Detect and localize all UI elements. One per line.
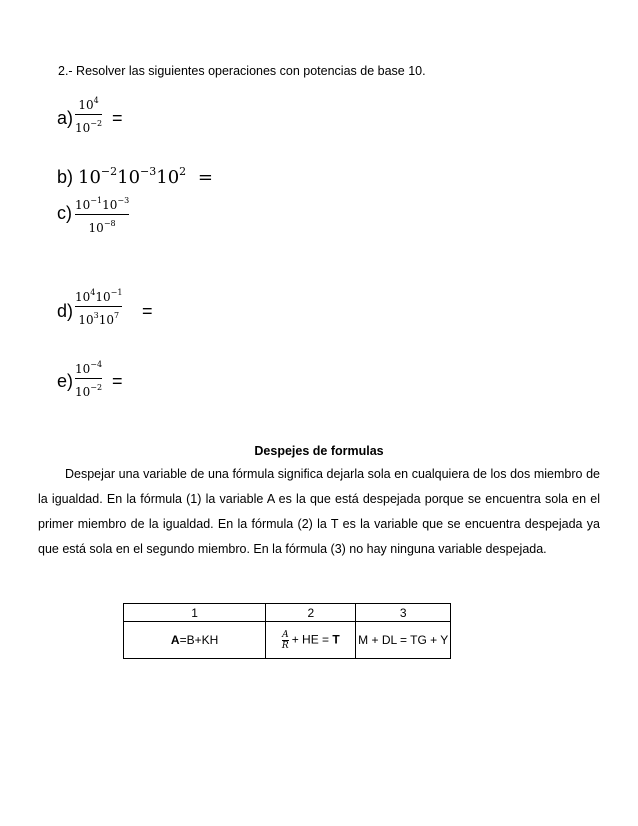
item-b-equals: = xyxy=(197,167,213,188)
exercise-heading: 2.- Resolver las siguientes operaciones con potencias de base 10. xyxy=(58,64,426,78)
item-d-num2-exp: −1 xyxy=(110,288,123,297)
formula-2-fraction xyxy=(282,630,289,651)
item-d-num1: 10 xyxy=(75,290,91,304)
item-e-den: 10 xyxy=(75,385,91,399)
header-cell-2: 2 xyxy=(266,604,356,622)
item-e-num: 10 xyxy=(75,362,91,376)
item-c-num1-exp: −1 xyxy=(90,196,103,205)
item-b-expression xyxy=(78,165,213,188)
item-a-num: 10 xyxy=(78,98,94,112)
header-cell-3: 3 xyxy=(356,604,451,622)
item-a-den-exp: −2 xyxy=(90,119,103,128)
section-paragraph xyxy=(38,462,600,562)
item-d-den2-exp: 7 xyxy=(114,311,120,320)
item-c-num2: 10 xyxy=(102,198,118,212)
item-a-fraction xyxy=(75,93,102,136)
item-d-den2: 10 xyxy=(98,313,114,327)
formula-2-den: R xyxy=(281,640,289,651)
paragraph-text: Despejar una variable de una fórmula significa dejarla sola en cualquiera de los dos miembro de la igualdad. En la fórmula (1) la variable A es la que está despejada porque se encuentra sola en el primer miembro de la igualdad. En la fórmula (2) la T es la variable que se encuentra despejada ya que está sola en el segundo miembro. En la fórmula (3) no hay ninguna variable despejada. xyxy=(38,467,600,556)
item-d-den1-exp: 3 xyxy=(93,311,99,320)
formula-1-rest: =B+KH xyxy=(179,633,219,647)
item-d-num2: 10 xyxy=(95,290,111,304)
item-d-equals: = xyxy=(142,301,153,321)
item-b-exp1: −2 xyxy=(100,165,118,178)
item-b-base2: 10 xyxy=(117,167,141,188)
item-c-num2-exp: −3 xyxy=(117,196,130,205)
item-c-fraction xyxy=(75,193,129,236)
item-d-den1: 10 xyxy=(78,313,94,327)
item-d-num1-exp: 4 xyxy=(90,288,96,297)
item-a-den: 10 xyxy=(75,121,91,135)
item-e-label: e) xyxy=(57,371,74,391)
formula-2-variable: T xyxy=(332,632,340,647)
item-c-label: c) xyxy=(57,203,72,223)
header-cell-1: 1 xyxy=(124,604,266,622)
section-title: Despejes de formulas xyxy=(254,444,384,458)
formula-2-mid: + HE = xyxy=(291,632,333,647)
item-b-exp2: −3 xyxy=(140,165,157,178)
formula-1-variable: A xyxy=(170,633,180,647)
item-c-den: 10 xyxy=(88,221,104,235)
item-b-exp3: 2 xyxy=(179,165,187,178)
item-a-num-exp: 4 xyxy=(93,96,99,105)
formula-2-num: A xyxy=(282,629,289,640)
table-formula-row xyxy=(124,622,451,659)
formula-cell-2 xyxy=(266,622,356,659)
item-b-base3: 10 xyxy=(156,167,180,188)
table-header-row xyxy=(124,604,451,622)
item-c-num1: 10 xyxy=(75,198,91,212)
item-e-num-exp: −4 xyxy=(90,360,103,369)
formula-cell-3: M + DL = TG + Y xyxy=(356,622,451,659)
item-a-equals: = xyxy=(112,108,123,128)
formula-cell-1 xyxy=(124,622,266,659)
item-e-fraction xyxy=(75,357,102,400)
item-b-base1: 10 xyxy=(78,167,101,188)
item-d-label: d) xyxy=(57,301,74,321)
item-c-den-exp: −8 xyxy=(103,219,116,228)
item-a-label: a) xyxy=(57,108,74,128)
item-e-den-exp: −2 xyxy=(90,383,103,392)
item-d-fraction xyxy=(75,285,122,328)
formula-table xyxy=(123,603,451,659)
item-e-equals: = xyxy=(112,371,123,391)
item-b-label: b) xyxy=(57,167,74,187)
